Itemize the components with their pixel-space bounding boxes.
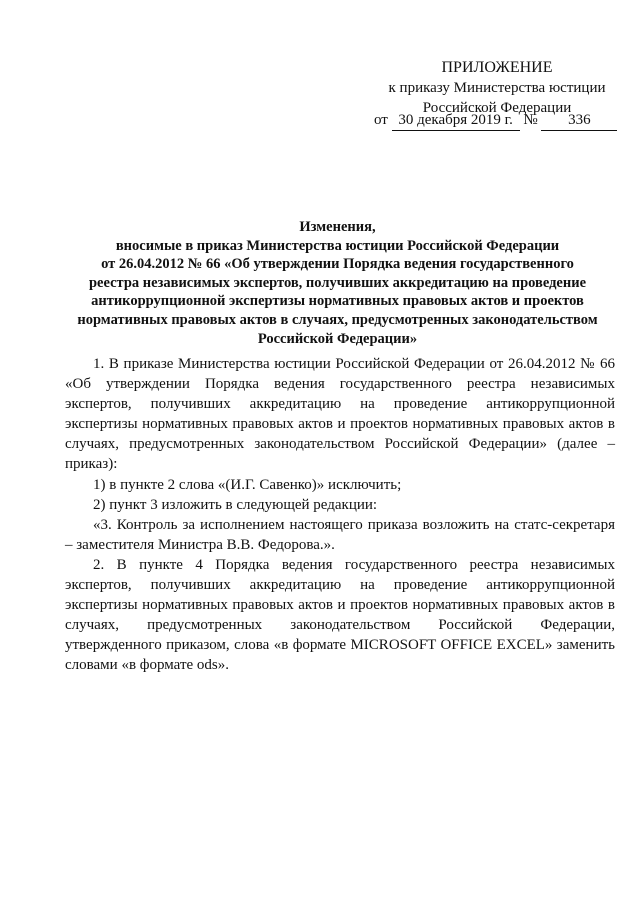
paragraph-1: 1. В приказе Министерства юстиции Российской Федерации от 26.04.2012 № 66 «Об утверждении Порядка ведения государственного реестра независимых экспертов, получивших аккредитацию на проведение антикоррупционной экспертизы нормативных правовых актов и проектов нормативных правовых актов в случаях, предусмотренных законодательством Российской Федерации» (далее – приказ): [65,356,615,473]
paragraph-1-quote: «3. Контроль за исполнением настоящего приказа возложить на статс-секретаря – заместителя Министра В.В. Федорова.». [65,516,615,553]
title-line: антикоррупционной экспертизы нормативных правовых актов и проектов [91,293,584,310]
title-line: нормативных правовых актов в случаях, предусмотренных законодательством [77,311,598,328]
paragraph-2: 2. В пункте 4 Порядка ведения государственного реестра независимых экспертов, получивших аккредитацию на проведение антикоррупционной экспертизы нормативных правовых актов и проектов нормативных правовых актов в случаях, предусмотренных законодательством Российской Федерации, утвержденного приказом, слова «в формате MICROSOFT OFFICE EXCEL» заменить словами «в формате ods». [65,556,615,674]
document-title [60,218,615,348]
order-number: 336 [541,110,617,131]
annex-line-order: к приказу Министерства юстиции [388,80,606,96]
annex-block [372,58,622,118]
order-date-row [374,110,624,131]
document-body [65,354,615,676]
paragraph-1-item-2: 2) пункт 3 изложить в следующей редакции: [93,496,378,513]
title-line: от 26.04.2012 № 66 «Об утверждении Порядка ведения государственного [101,256,574,273]
title-line: вносимые в приказ Министерства юстиции Российской Федерации [115,237,560,254]
annex-line-federation: Российской Федерации [422,100,572,116]
from-label: от [374,112,388,128]
order-date: 30 декабря 2019 г. [392,110,520,131]
paragraph-1-item-1: 1) в пункте 2 слова «(И.Г. Савенко)» исключить; [93,476,402,493]
title-line: Изменения, [299,219,376,235]
annex-heading: ПРИЛОЖЕНИЕ [441,59,553,76]
number-label: № [523,112,538,128]
title-line: реестра независимых экспертов, получивших аккредитацию на проведение [88,274,587,291]
title-line: Российской Федерации» [257,330,418,347]
